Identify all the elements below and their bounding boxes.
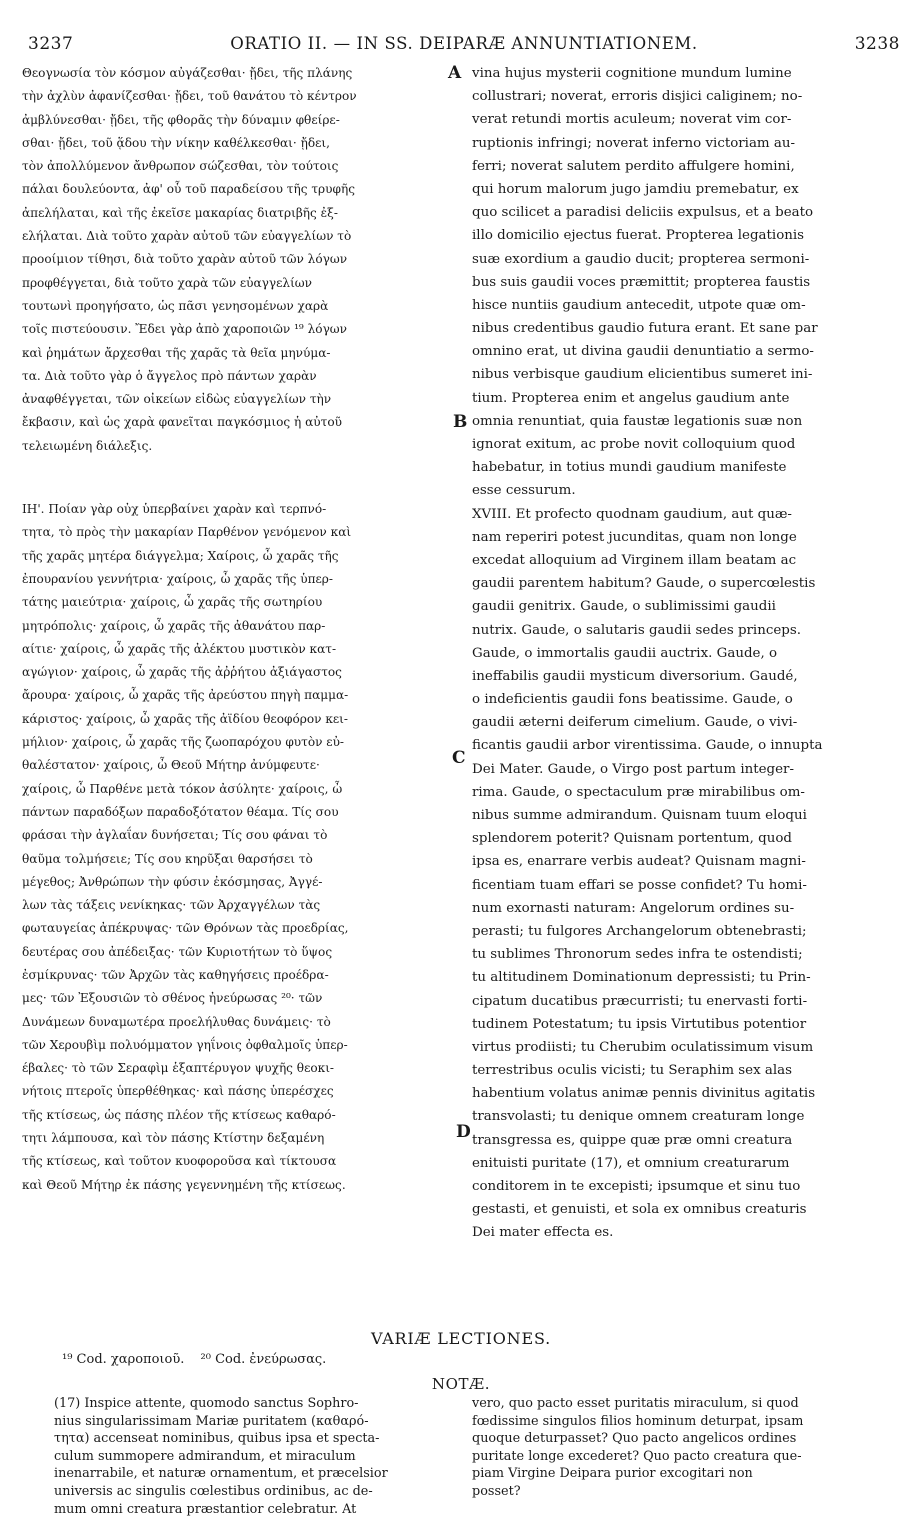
text-line: θαλέστατον· χαίροις, ὦ Θεοῦ Μήτηρ ἀνύμφευτε· <box>22 758 320 773</box>
text-line: terrestribus oculis vicisti; tu Seraphim sex alas <box>472 1063 793 1079</box>
text-line: fœdissime singulos filios hominum deturpat, ipsam <box>472 1413 804 1429</box>
text-line: nibus credentibus gaudio futura erant. Et sane par <box>472 321 818 337</box>
text-line: νήτοις πτεροῖς ὑπερθέθηκας· καὶ πάσης ὑπερέσχες <box>22 1084 334 1099</box>
text-line: gaudii parentem habitum? Gaude, o supercœlestis <box>472 576 816 592</box>
text-line: ruptionis infringi; noverat inferno victoriam au- <box>472 135 796 151</box>
text-line: habentium volatus animæ pennis divinitus agitatis <box>472 1086 816 1102</box>
text-line: omnia renuntiat, quia faustæ legationis suæ non <box>472 413 803 429</box>
text-line: τάτης μαιεύτρια· χαίροις, ὦ χαρᾶς τῆς σωτηρίου <box>22 595 323 610</box>
text-line: nam reperiri potest jucunditas, quam non longe <box>472 529 797 545</box>
margin-marker-a: A <box>448 63 462 83</box>
text-line: splendorem poterit? Quisnam portentum, quod <box>472 831 792 847</box>
variae-lectiones-entries <box>62 1352 338 1367</box>
text-line: vina hujus mysterii cognitione mundum lumine <box>472 66 792 81</box>
text-line: Dei Mater. Gaude, o Virgo post partum integer- <box>472 761 794 777</box>
greek-column <box>22 62 454 1197</box>
text-line: o indeficientis gaudii fons beatissime. Gaude, o <box>472 692 793 708</box>
text-line: τα. Διὰ τοῦτο γὰρ ὁ ἄγγελος πρὸ πάντων χαρὰν <box>22 368 317 383</box>
text-line: σθαι· ᾔδει, τοῦ ᾅδου τὴν νίκην καθέλκεσθαι· ᾔδει, <box>22 135 330 150</box>
text-line: ficantis gaudii arbor virentissima. Gaude, o innupta <box>472 738 823 754</box>
text-line: tium. Propterea enim et angelus gaudium ante <box>472 390 790 406</box>
text-line: τῆς κτίσεως, καὶ τοῦτον κυοφοροῦσα καὶ τίκτουσα <box>22 1154 337 1169</box>
text-line: transgressa es, quippe quæ præ omni creatura <box>472 1132 793 1148</box>
variae-lectiones-title: VARIÆ LECTIONES. <box>370 1329 552 1348</box>
text-line: bus suis gaudii voces præmittit; propterea faustis <box>472 274 811 290</box>
text-line: ἀναφθέγγεται, τῶν οἰκείων εἰδὼς εὐαγγελίων τὴν <box>22 392 332 407</box>
text-line: δευτέρας σου ἀπέδειξας· τῶν Κυριοτήτων τὸ ὕψος <box>22 944 333 959</box>
text-line: enituisti puritate (17), et omnium creaturarum <box>472 1155 790 1171</box>
text-line: τὸν ἀπολλύμενον ἄνθρωπον σώζεσθαι, τὸν τούτοις <box>22 159 339 174</box>
text-line: έβαλες· τὸ τῶν Σεραφὶμ ἑξαπτέρυγον ψυχῆς θεοκι- <box>22 1061 335 1076</box>
text-line: μέγεθος; Ἀνθρώπων τὴν φύσιν ἐκόσμησας, Ἀγγέ- <box>22 874 323 889</box>
text-line: illo domicilio ejectus fuerat. Propterea legationis <box>472 228 805 244</box>
text-line: πάλαι δουλεύοντα, ἀφ' οὗ τοῦ παραδείσου τῆς τρυφῆς <box>22 182 355 197</box>
text-line: ineffabilis gaudii mysticum diversorium. Gaudé, <box>472 668 798 684</box>
text-line: universis ac singulis cœlestibus ordinibus, ac de- <box>54 1483 373 1499</box>
text-line: ἀπελήλαται, καὶ τῆς ἐκεῖσε μακαρίας διατριβῆς ἐξ- <box>22 205 338 220</box>
text-line: καὶ Θεοῦ Μήτηρ ἐκ πάσης γεγεννημένη τῆς κτίσεως. <box>22 1177 346 1192</box>
text-line: esse cessurum. <box>472 483 576 499</box>
text-line: αίτιε· χαίροις, ὦ χαρᾶς τῆς ἀλέκτου μυστικὸν κατ- <box>22 641 337 656</box>
text-line: ἀμβλύνεσθαι· ᾔδει, τῆς φθορᾶς τὴν δύναμιν φθείρε- <box>22 112 340 127</box>
text-line: χαίροις, ὦ Παρθένε μετὰ τόκον ἀσύλητε· χαίροις, ὦ <box>22 781 343 796</box>
text-line: virtus prodiisti; tu Cherubim oculatissimum visum <box>472 1039 814 1055</box>
text-line: nutrix. Gaude, o salutaris gaudii sedes princeps. <box>472 622 801 638</box>
notae-left-column <box>54 1395 454 1518</box>
text-line: ΙΗ'. Ποίαν γὰρ οὐχ ὑπερβαίνει χαρὰν καὶ τερπνό- <box>22 502 327 517</box>
text-line: tudinem Potestatum; tu ipsis Virtutibus potentior <box>472 1016 807 1032</box>
text-line: gaudii genitrix. Gaude, o sublimissimi gaudii <box>472 599 776 615</box>
text-line: προοίμιον τίθησι, διὰ τοῦτο χαρὰν αὐτοῦ τῶν λόγων <box>22 252 348 267</box>
text-line: καὶ ῥημάτων ἄρχεσθαι τῆς χαρᾶς τὰ θεῖα μηνύμα- <box>22 345 331 360</box>
text-line: tu altitudinem Dominationum depressisti; tu Prin- <box>472 970 811 986</box>
text-line: ἐσμίκρυνας· τῶν Ἀρχῶν τὰς καθηγήσεις προέδρα- <box>22 967 329 982</box>
page-header <box>28 34 900 58</box>
text-line: nibus summe admirandum. Quisnam tuum eloqui <box>472 808 807 823</box>
text-line: ficentiam tuam effari se posse confidet? Tu homi- <box>472 877 807 893</box>
text-line: nibus verbisque gaudium elicientibus sumeret ini- <box>472 367 813 383</box>
text-line: τῆς κτίσεως, ὡς πάσης πλέον τῆς κτίσεως καθαρό- <box>22 1107 336 1122</box>
text-line: Gaude, o immortalis gaudii auctrix. Gaude, o <box>472 645 778 661</box>
text-line: τῶν Χερουβὶμ πολυόμματον γηΐνοις ὀφθαλμοῖς ὑπερ- <box>22 1037 348 1052</box>
text-line: transvolasti; tu denique omnem creaturam longe <box>472 1109 805 1125</box>
text-line: piam Virgine Deipara purior excogitari non <box>472 1466 753 1482</box>
greek-paragraph-1 <box>22 62 454 458</box>
text-line: verat retundi mortis aculeum; noverat vim cor- <box>472 112 792 128</box>
lectio-entry: ¹⁹ Cod. χαροποιοῦ. <box>62 1352 185 1367</box>
lectio-entry: ²⁰ Cod. ἐνεύρωσας. <box>200 1352 327 1367</box>
text-line: excedat alloquium ad Virginem illam beatam ac <box>472 552 797 568</box>
paragraph-gap <box>22 458 454 498</box>
text-line: habebatur, in totius mundi gaudium manifeste <box>472 460 787 476</box>
text-line: vero, quo pacto esset puritatis miraculum, si quod <box>472 1396 799 1411</box>
text-line: τητα) accenseat nominibus, quibus ipsa et specta- <box>54 1431 380 1447</box>
text-line: (17) Inspice attente, quomodo sanctus Sophro- <box>54 1396 359 1411</box>
text-line: προφθέγγεται, διὰ τοῦτο χαρὰ τῶν εὐαγγελίων <box>22 275 313 290</box>
text-line: τοῖς πιστεύουσιν. Ἔδει γὰρ ἀπὸ χαροποιῶν ¹⁹ λόγων <box>22 322 348 337</box>
text-line: τελειωμένη διάλεξις. <box>22 438 153 453</box>
text-line: hisce nuntiis gaudium antecedit, utpote quæ om- <box>472 297 806 313</box>
margin-marker-d: D <box>456 1122 471 1142</box>
text-line: num exornasti naturam: Angelorum ordines su- <box>472 900 795 916</box>
text-line: ἔκβασιν, καὶ ὡς χαρὰ φανεῖται παγκόσμιος ἡ αὐτοῦ <box>22 415 342 430</box>
text-line: ipsa es, enarrare verbis audeat? Quisnam magni- <box>472 854 806 870</box>
greek-paragraph-2 <box>22 498 454 1197</box>
text-line: quoque deturpasset? Quo pacto angelicos ordines <box>472 1431 797 1447</box>
notae-title: NOTÆ. <box>431 1375 491 1393</box>
text-line: Dei mater effecta es. <box>472 1225 614 1241</box>
text-line: posset? <box>472 1483 521 1499</box>
text-line: ἄρουρα· χαίροις, ὦ χαρᾶς τῆς ἀρεύστου πηγὴ παμμα- <box>22 688 349 703</box>
text-line: mum omni creatura præstantior celebratur. At <box>54 1501 357 1517</box>
text-line: rima. Gaude, o spectaculum præ mirabilibus om- <box>472 784 805 800</box>
text-line: nius singularissimam Mariæ puritatem (καθαρό- <box>54 1413 369 1429</box>
running-title: ORATIO II. — IN SS. DEIPARÆ ANNUNTIATIONEM. <box>230 34 698 53</box>
text-line: μες· τῶν Ἐξουσιῶν τὸ σθένος ἠνεύρωσας ²⁰· τῶν <box>22 991 323 1006</box>
text-line: τῆς χαρᾶς μητέρα διάγγελμα; Χαίροις, ὦ χαρᾶς τῆς <box>22 548 339 563</box>
text-line: μητρόπολις· χαίροις, ὦ χαρᾶς τῆς ἀθανάτου παρ- <box>22 618 326 633</box>
text-line: φράσαι τὴν ἀγλαΐαν δυνήσεται; Τίς σου φάναι τὸ <box>22 828 328 843</box>
text-line: suæ exordium a gaudio ducit; propterea sermoni- <box>472 251 810 267</box>
text-line: collustrari; noverat, erroris disjici caliginem; no- <box>472 89 803 105</box>
text-line: gaudii æterni deiferum cimelium. Gaude, o vivi- <box>472 715 798 731</box>
text-line: τὴν ἀχλὺν ἀφανίζεσθαι· ᾔδει, τοῦ θανάτου τὸ κέντρον <box>22 89 357 104</box>
notae-right-column <box>472 1395 892 1501</box>
text-line: θαῦμα τολμήσειε; Τίς σου κηρῦξαι θαρσήσει τὸ <box>22 851 313 866</box>
text-line: ἐπουρανίου γεννήτρια· χαίροις, ὦ χαρᾶς τῆς ὑπερ- <box>22 571 334 586</box>
text-line: qui horum malorum jugo jamdiu premebatur, ex <box>472 181 799 197</box>
margin-marker-b: B <box>453 412 468 432</box>
text-line: λων τὰς τάξεις νενίκηκας· τῶν Ἀρχαγγέλων τὰς <box>22 898 321 913</box>
latin-paragraph-2 <box>472 503 892 1245</box>
text-line: πάντων παραδόξων παραδοξότατον θέαμα. Τίς σου <box>22 804 339 819</box>
text-line: omnino erat, ut divina gaudii denuntiatio a sermo- <box>472 344 814 360</box>
text-line: τητι λάμπουσα, καὶ τὸν πάσης Κτίστην δεξαμένη <box>22 1131 325 1146</box>
text-line: perasti; tu fulgores Archangelorum obtenebrasti; <box>472 923 807 939</box>
text-line: μήλιον· χαίροις, ὦ χαρᾶς τῆς ζωοπαρόχου φυτὸν εὐ- <box>22 735 345 750</box>
text-line: φωταυγείας ἀπέκρυψας· τῶν Θρόνων τὰς προεδρίας, <box>22 921 349 936</box>
latin-column <box>472 62 892 1245</box>
text-line: gestasti, et genuisti, et sola ex omnibus creaturis <box>472 1202 807 1218</box>
text-line: XVIII. Et profecto quodnam gaudium, aut quæ- <box>472 506 792 522</box>
text-line: αγώγιον· χαίροις, ὦ χαρᾶς τῆς ἀῤῥήτου ἀξιάγαστος <box>22 665 342 680</box>
text-line: κάριστος· χαίροις, ὦ χαρᾶς τῆς ἀϊδίου θεοφόρον κει- <box>22 711 348 726</box>
latin-paragraph-1 <box>472 62 892 503</box>
text-line: τουτωνὶ προηγήσατο, ὡς πᾶσι γενησομένων χαρὰ <box>22 298 329 313</box>
text-line: ελήλαται. Διὰ τοῦτο χαρὰν αὐτοῦ τῶν εὐαγγελίων τὸ <box>22 229 352 244</box>
text-line: ignorat exitum, ac probe novit colloquium quod <box>472 437 796 452</box>
text-line: quo scilicet a paradisi deliciis expulsus, et a beato <box>472 205 814 221</box>
text-line: Θεογνωσία τὸν κόσμον αὐγάζεσθαι· ᾔδει, τῆς πλάνης <box>22 66 353 80</box>
text-line: culum summopere admirandum, et miraculum <box>54 1448 356 1464</box>
text-line: τητα, τὸ πρὸς τὴν μακαρίαν Παρθένον γενόμενον καὶ <box>22 525 352 540</box>
right-page-number: 3238 <box>854 34 900 54</box>
margin-marker-c: C <box>452 748 466 768</box>
text-line: puritate longe excederet? Quo pacto creatura que- <box>472 1448 802 1464</box>
text-line: conditorem in te excepisti; ipsumque et sinu tuo <box>472 1179 801 1194</box>
text-line: inenarrabile, et naturæ ornamentum, et præcelsior <box>54 1466 388 1482</box>
text-line: cipatum ducatibus præcurristi; tu enervasti forti- <box>472 993 808 1009</box>
left-page-number: 3237 <box>28 34 74 54</box>
text-line: tu sublimes Thronorum sedes infra te ostendisti; <box>472 947 803 963</box>
text-line: Δυνάμεων δυναμωτέρα προελήλυθας δυνάμεις· τὸ <box>22 1014 331 1029</box>
text-line: ferri; noverat salutem perdito affulgere homini, <box>472 158 795 174</box>
